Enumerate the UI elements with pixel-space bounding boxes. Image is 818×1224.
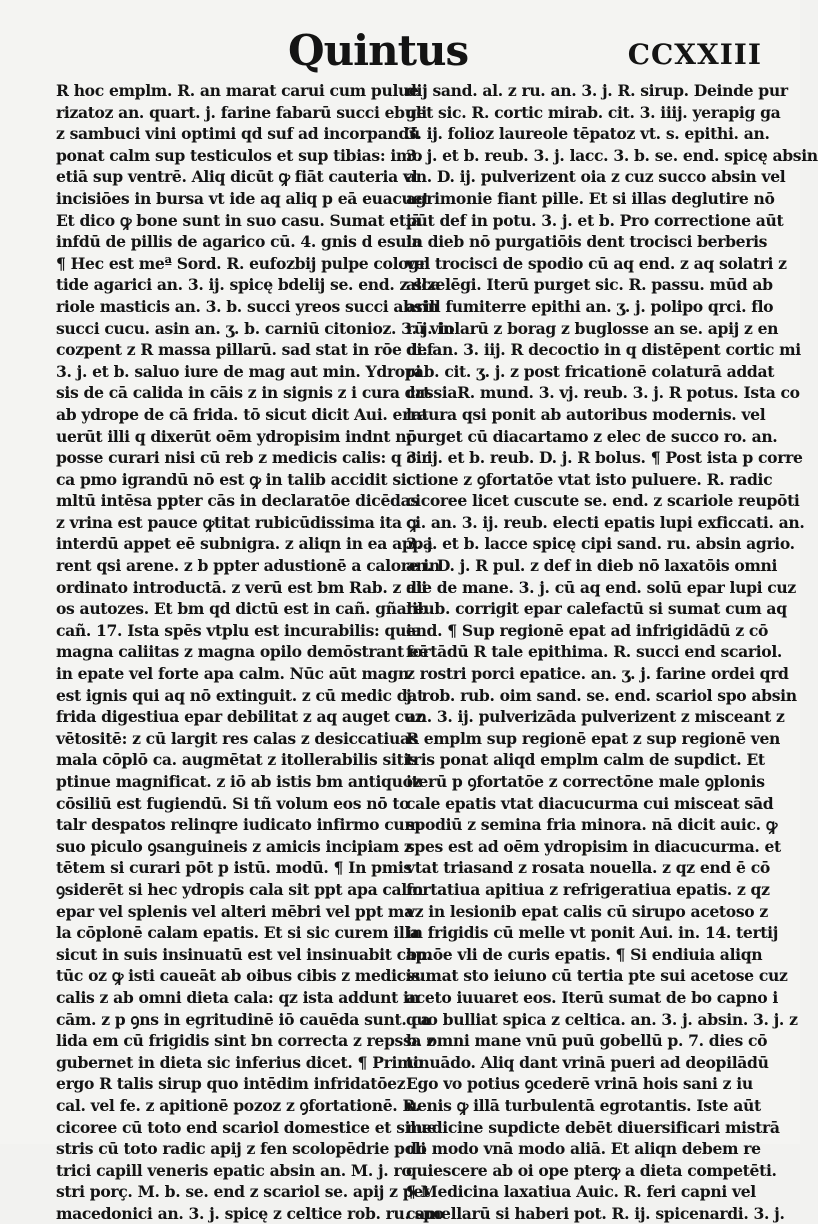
text-line: vz in lesionib epat calis cū sirupo acetoso z [406, 901, 768, 921]
left-column [56, 80, 454, 1224]
text-line: z sambuci vini optimi qd suf ad incorpandū [56, 124, 420, 144]
text-line: magna caliitas z magna opilo demōstrant eē [56, 642, 429, 662]
text-line: 3. ij. et b. reub. D. j. R bolus. ¶ Post ista p corre [406, 448, 803, 468]
text-line: cañ. 17. Ista spēs vtplu est incurabilis: quia [56, 620, 422, 640]
text-line: in epate vel forte apa calm. Nūc aūt magn [56, 664, 409, 684]
text-line: tūc oz ꝙ isti caueāt ab oibus cibis z medicis [56, 966, 420, 986]
text-line: macedonici an. 3. j. spicę z celtice rob. ru. spo [56, 1203, 444, 1223]
text-line: R emplm sup regionē epat z sup regionē ven [406, 728, 781, 748]
text-line: camellarū si haberi pot. R. ij. spicenardi. 3. j. [406, 1203, 785, 1223]
text-line: arill fumiterre epithi an. ʒ. j. polipo qrci. flo [406, 296, 774, 316]
text-line: 3. j. et b. lacce spicę cipi sand. ru. absin agrio. [406, 534, 795, 554]
text-line: sis de cā calida in cāis z in signis z i cura drt [56, 383, 430, 403]
text-line: end. ¶ Sup regionē epat ad infrigidādū z cō [406, 620, 769, 640]
text-line: cale epatis vtat diacucurma cui misceat sād [406, 793, 774, 813]
text-line: fortatiua apitiua z refrigeratiua epatis. z qz [406, 879, 770, 899]
text-line: bmōe vli de curis epatis. ¶ Si endiuia aliqn [406, 944, 763, 964]
text-line: allzelēgi. Iterū purget sic. R. passu. mūd ab [406, 275, 773, 295]
text-line: interdū appet eē subnigra. z aliqn in ea appa [56, 534, 433, 554]
text-line: an. D. ij. pulverizent oia z cuz succo absin vel [406, 167, 786, 187]
text-line: vtat triasand z rosata nouella. z qz end ē cō [406, 858, 770, 878]
text-line: tētem si curari pōt p istū. modū. ¶ In pmis [56, 858, 412, 878]
text-line: cozpent z R massa pillarū. sad stat in rōe def [56, 340, 434, 360]
running-title: Quintus [288, 26, 469, 75]
text-line: fortādū R tale epithima. R. succi end scariol. [406, 642, 782, 662]
text-line: ergo R talis sirup quo intēdim infridatōez [56, 1074, 406, 1094]
text-line: ponat calm sup testiculos et sup tibias: imo [56, 145, 423, 165]
text-line: sumat sto ieiuno cū tertia pte sui acetose cuz [406, 966, 788, 986]
text-line: ca pmo igrandū nō est ꝙ in talib accidit sic [56, 469, 416, 489]
text-line: sicut in suis insinuatū est vel insinuabit cap. [56, 944, 432, 964]
text-line: ci. an. 3. ij. reub. electi epatis lupi exficcati. an. [406, 512, 805, 532]
text-line: iterū p ꝯfortatōe z correctōne male ꝯplonis [406, 772, 765, 791]
text-line: tris ponat aliqd emplm calm de supdict. Et [406, 750, 765, 770]
text-line: b. omni mane vnū puū gobellū p. 7. dies cō [406, 1031, 768, 1051]
right-column [406, 80, 818, 1224]
text-line: cal. vel fe. z apitionē pozoz z ꝯfortationē. R. [56, 1095, 421, 1115]
text-line: stri porç. M. b. se. end z scariol se. apij z pet [56, 1182, 430, 1202]
text-line: vel trocisci de spodio cū aq end. z aq solatri z [406, 253, 787, 273]
text-line: R hoc emplm. R. an marat carui cum pulue [56, 81, 419, 100]
text-line: 3. ij. folioz laureole tēpatoz vt. s. epithi. an. [406, 124, 770, 144]
text-line: rizatoz an. quart. j. farine fabarū succi ebuli [56, 102, 427, 122]
text-line: ordinato introductā. z verū est bm Rab. z ali [56, 577, 427, 597]
text-line: la cōplonē calam epatis. Et si sic curem illa [56, 923, 420, 943]
text-line: infdū de pillis de agarico cū. 4. gnis d esula [56, 232, 422, 252]
text-line: dij sand. al. z ru. an. 3. j. R. sirup. Deinde pur [406, 81, 788, 100]
text-line: rent qsi arene. z b ppter adustionē a calore in [56, 556, 440, 576]
text-line: rab. cit. ʒ. j. z post fricationē colaturā addat [406, 361, 775, 381]
text-line: j. rob. rub. oim sand. se. end. scariol spo absin [406, 685, 797, 705]
text-line: incisiōes in bursa vt ide aq aliq p eā euacuet [56, 188, 429, 208]
text-line: calis z ab omni dieta cala: qz ista addunt in [56, 987, 420, 1007]
text-line: spodiū z semina fria minora. nā dicit auic. ꝙ [406, 815, 778, 835]
text-line: uenis ꝙ illā turbulentā egrotantis. Iste aūt [406, 1095, 761, 1115]
text-line: riole masticis an. 3. b. succi yreos succi absin [56, 296, 439, 316]
text-line: ctione z ꝯfortatōe vtat isto puluere. R. radic [406, 469, 773, 489]
text-line: aceto iuuaret eos. Iterū sumat de bo capno i [406, 987, 778, 1007]
text-line: trici capill veneris epatic absin an. M. j. ro [56, 1160, 412, 1180]
text-line: quiescere ab oi ope pterꝙ a dieta competēti. [406, 1160, 777, 1180]
text-line: ꝯsiderēt si hec ydropis cala sit ppt apa calm [56, 879, 424, 899]
page-header [56, 22, 762, 74]
text-columns [56, 80, 818, 1224]
text-line: Et dico ꝙ bone sunt in suo casu. Sumat etiā [56, 210, 422, 230]
text-line: Ego vo potius ꝯcederē vrinā hois sani z iu [406, 1074, 753, 1094]
text-line: ¶ Medicina laxatiua Auic. R. feri capni vel [406, 1182, 756, 1202]
text-line: etiā sup ventrē. Aliq dicūt ꝙ fiāt cauteria vl [56, 167, 418, 187]
text-line: in dieb nō purgatiōis dent trocisci berberis [406, 232, 768, 252]
text-line: die de mane. 3. j. cū aq end. solū epar lupi cuz [406, 577, 796, 597]
text-line: an. 3. ij. pulverizāda pulverizent z misceant z [406, 707, 785, 727]
text-line: 3. j. et b. saluo iure de mag aut min. Ydropi [56, 361, 421, 381]
text-line: purget cū diacartamo z elec de succo ro. an. [406, 426, 778, 446]
text-line: tide agarici an. 3. ij. spicę bdelij se. end. z sca [56, 275, 441, 295]
text-line: cōsiliū est fugiendū. Si tñ volum eos nō to [56, 793, 410, 813]
text-line: cām. z p ꝯns in egritudinē iō cauēda sunt. ca [56, 1009, 431, 1029]
text-line: do modo vnā modo aliā. Et aliqn debem re [406, 1139, 761, 1159]
text-line: an. D. j. R pul. z def in dieb nō laxatōis omni [406, 556, 778, 576]
text-line: cicoree licet cuscute se. end. z scariole reupōti [406, 491, 800, 511]
text-line: mala cōplō ca. augmētat z itollerabilis sitis [56, 750, 418, 770]
text-line: medicine supdicte debēt diuersificari mistrā [406, 1117, 780, 1137]
text-line: frida digestiua epar debilitat z aq auget cuz [56, 707, 424, 727]
text-line: lida em cū frigidis sint bn correcta z repssa z [56, 1031, 435, 1051]
text-line: ¶ Hec est meª Sord. R. eufozbij pulpe cologn [56, 253, 430, 273]
text-line: quo bulliat spica z celtica. an. 3. j. absin. 3. j. z [406, 1009, 798, 1029]
text-line: tinuādo. Aliq dant vrinā pueri ad deopilādū [406, 1052, 769, 1072]
text-line: epar vel splenis vel alteri mēbri vel ppt ma [56, 901, 414, 921]
text-line: spes est ad oēm ydropisim in diacucurma. et [406, 836, 781, 856]
text-line: vētositē: z cū largit res calas z desiccatiuas [56, 728, 419, 748]
text-line: z vrina est pauce ꝙtitat rubicūdissima ita ꝙ [56, 512, 419, 532]
text-line: reub. corrigit epar calefactū si sumat cum aq [406, 599, 787, 619]
text-line: in frigidis cū melle vt ponit Aui. in. 14. tertij [406, 923, 779, 943]
text-line: get sic. R. cortic mirab. cit. 3. iiij. yerapig ga [406, 102, 781, 122]
text-line: di. an. 3. iij. R decoctio in q distēpent cortic mi [406, 340, 801, 360]
text-line: latura qsi ponit ab autoribus modernis. vel [406, 404, 766, 424]
folio-number: CCXXIII [627, 38, 762, 71]
text-line: suo piculo ꝯsanguineis z amicis incipiam z [56, 836, 413, 856]
text-line: ab ydrope de cā frida. tō sicut dicit Aui. erra [56, 404, 428, 424]
text-line: cassiaR. mund. 3. vj. reub. 3. j. R potus. Ista co [406, 383, 800, 403]
text-line: ptinue magnificat. z iō ab istis bm antiquoz [56, 772, 422, 791]
text-line: os autozes. Et bm qd dictū est in cañ. gñalib [56, 599, 429, 619]
text-line: uerūt illi q dixerūt oēm ydropisim indnt nō [56, 426, 417, 446]
text-line: z rostri porci epatice. an. ʒ. j. farine ordei qrd [406, 664, 789, 684]
text-line: 3. j. et b. reub. 3. j. lacc. 3. b. se. end. spicę absin [406, 145, 818, 165]
text-line: cicoree cū toto end scariol domestice et silue [56, 1117, 437, 1137]
text-line: agrimonie fiant pille. Et si illas deglutire nō [406, 188, 775, 208]
text-line: pūt def in potu. 3. j. et b. Pro correctione aūt [406, 210, 784, 230]
text-line: mltū intēsa ppter cās in declaratōe dicēdas [56, 491, 419, 511]
text-line: stris cū toto radic apij z fen scolopēdrie poli [56, 1139, 426, 1159]
text-line: rū violarū z borag z buglosse an se. apij z en [406, 318, 779, 338]
text-line: gubernet in dieta sic inferius dicet. ¶ Primo [56, 1052, 424, 1072]
text-line: succi cucu. asin an. ʒ. b. carniū citonioz. 3. j. in [56, 318, 454, 338]
text-line: talr despatos relinqre iudicato infirmo cum [56, 815, 421, 835]
text-line: est ignis qui aq nō extinguit. z cū medic dat [56, 685, 424, 705]
text-line: posse curari nisi cū reb z medicis calis: q cir [56, 448, 430, 468]
